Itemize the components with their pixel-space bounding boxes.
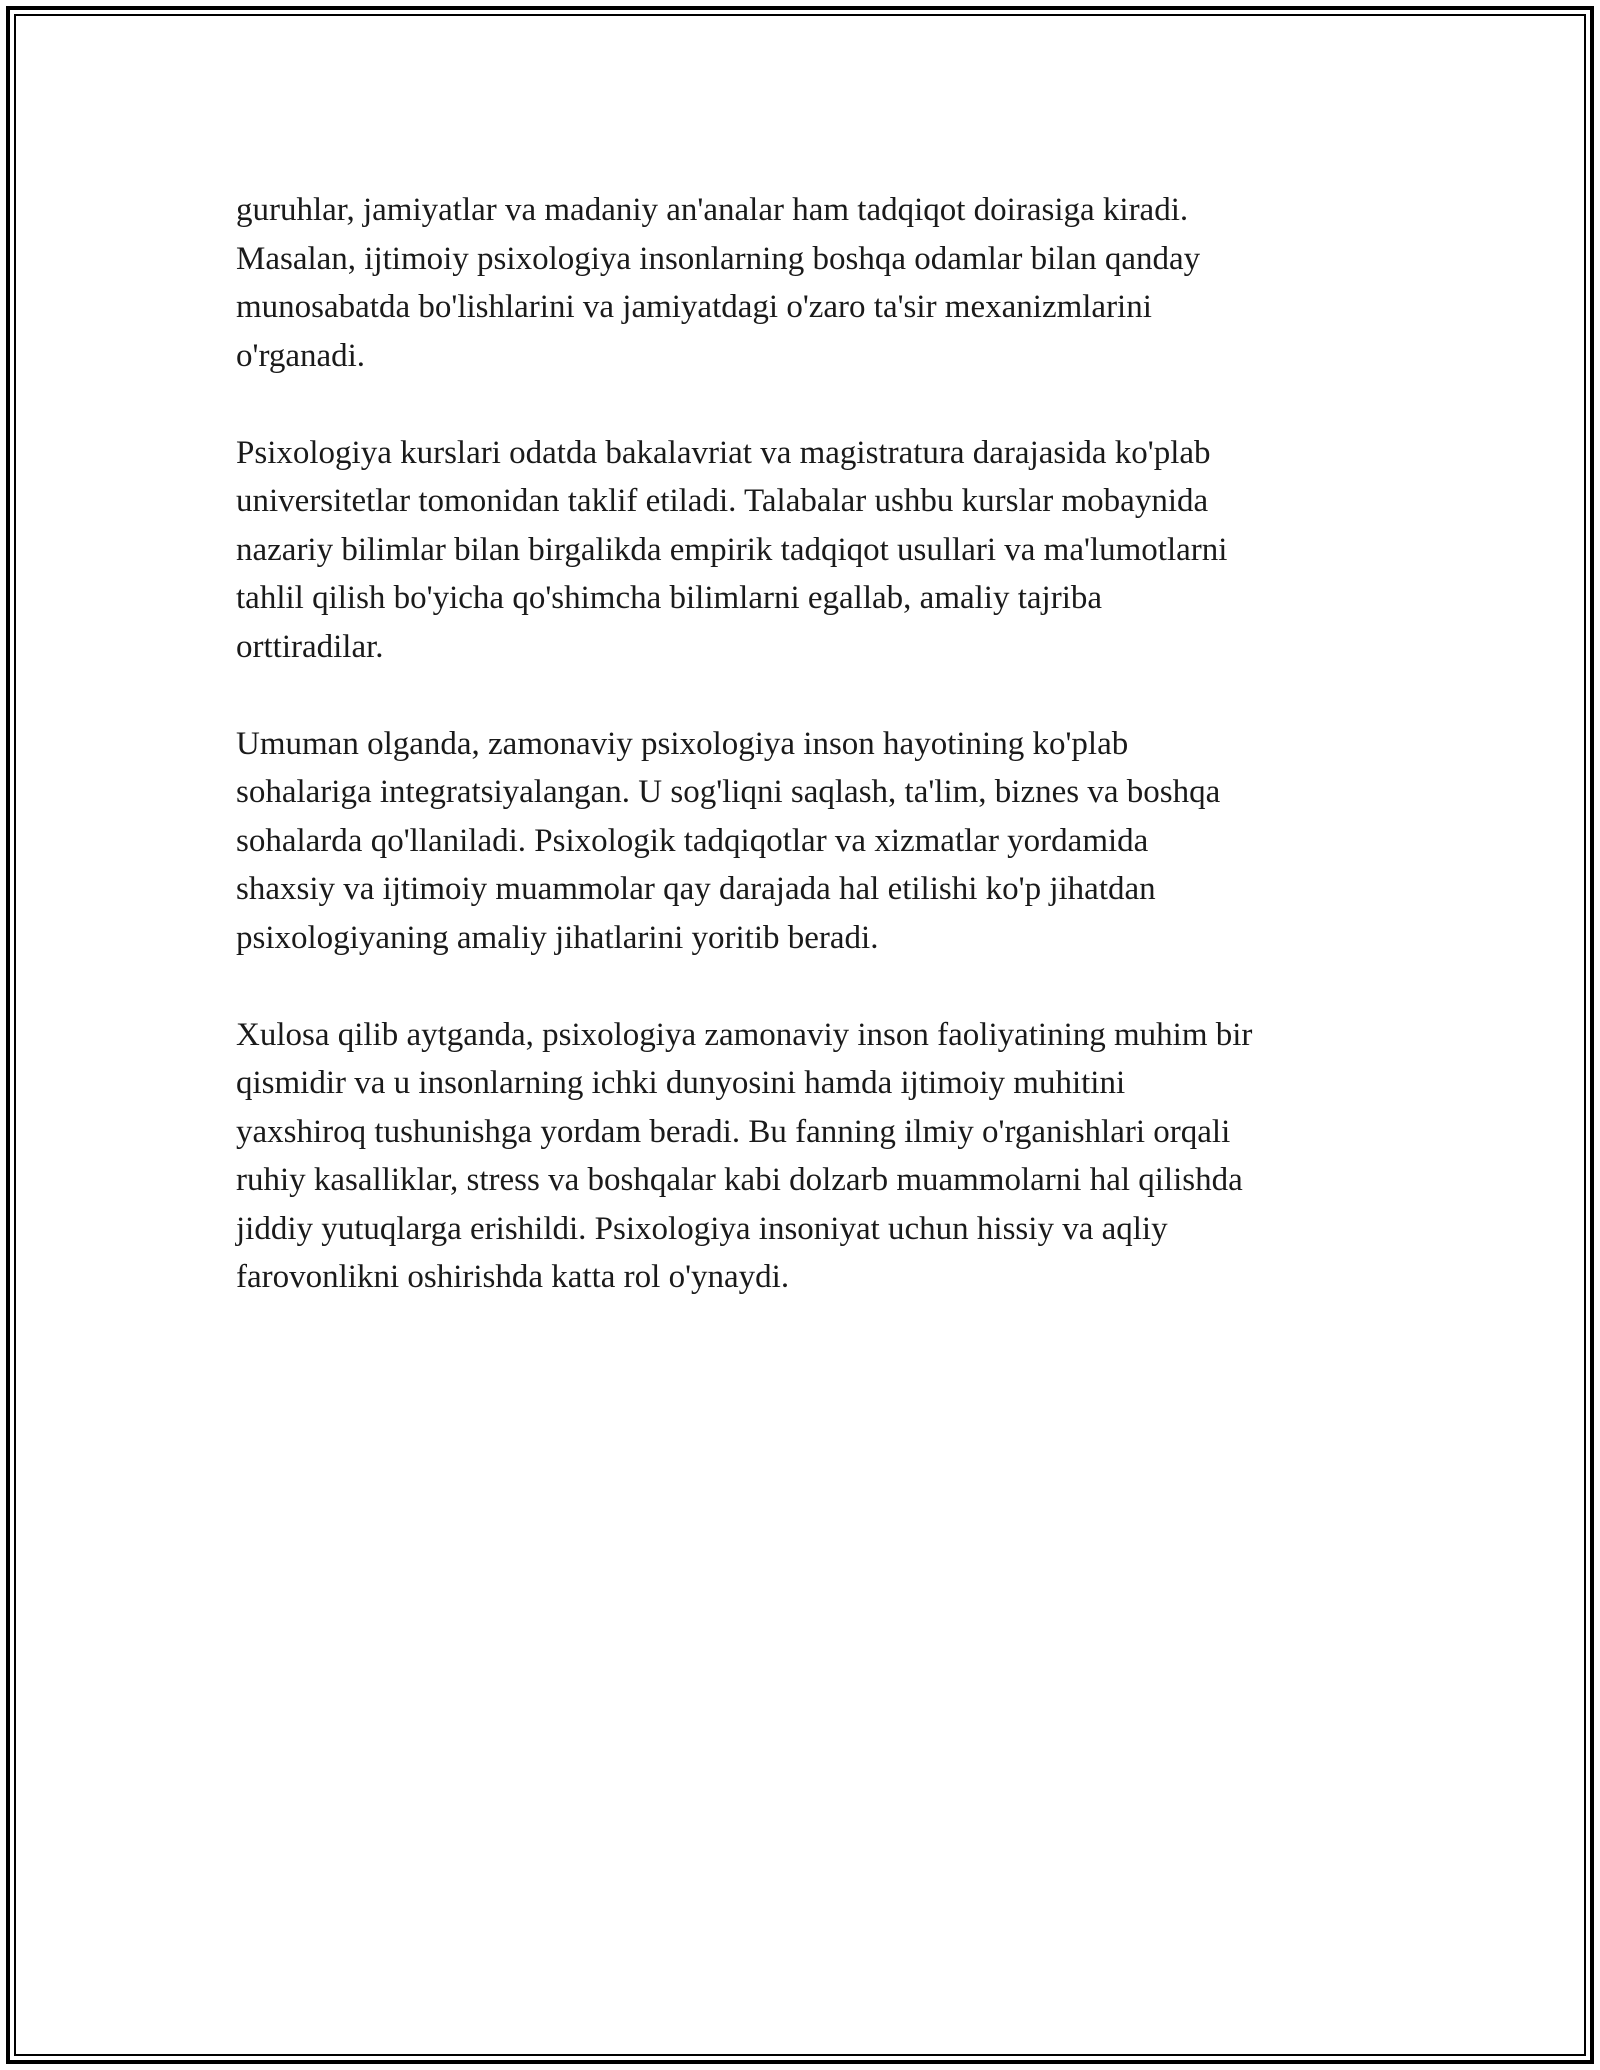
paragraph-1 (236, 186, 1376, 380)
paragraph-line: universitetlar tomonidan taklif etiladi. Talabalar ushbu kurslar mobaynida (236, 483, 1209, 519)
paragraph-line: sohalariga integratsiyalangan. U sog'liqni saqlash, ta'lim, biznes va boshqa (236, 774, 1221, 810)
paragraph-line: Umuman olganda, zamonaviy psixologiya inson hayotining ko'plab (236, 725, 1129, 762)
paragraph-line: o'rganadi. (236, 337, 366, 374)
paragraph-line: jiddiy yutuqlarga erishildi. Psixologiya insoniyat uchun hissiy va aqliy (236, 1210, 1168, 1247)
paragraph-line: sohalarda qo'llaniladi. Psixologik tadqiqotlar va xizmatlar yordamida (236, 822, 1149, 859)
paragraph-2 (236, 429, 1376, 672)
paragraph-line: yaxshiroq tushunishga yordam beradi. Bu fanning ilmiy o'rganishlari orqali (236, 1113, 1231, 1150)
paragraph-line: psixologiyaning amaliy jihatlarini yoritib beradi. (236, 919, 879, 956)
paragraph-4 (236, 1011, 1376, 1302)
paragraph-line: nazariy bilimlar bilan birgalikda empirik tadqiqot usullari va ma'lumotlarni (236, 531, 1228, 568)
paragraph-line: Xulosa qilib aytganda, psixologiya zamonaviy inson faoliyatining muhim bir (236, 1016, 1253, 1053)
paragraph-3 (236, 720, 1376, 963)
paragraph-line: tahlil qilish bo'yicha qo'shimcha bilimlarni egallab, amaliy tajriba (236, 580, 1103, 616)
paragraph-line: shaxsiy va ijtimoiy muammolar qay darajada hal etilishi ko'p jihatdan (236, 871, 1156, 907)
paragraph-line: guruhlar, jamiyatlar va madaniy an'analar ham tadqiqot doirasiga kiradi. (236, 192, 1189, 228)
paragraph-line: ruhiy kasalliklar, stress va boshqalar kabi dolzarb muammolarni hal qilishda (236, 1162, 1243, 1198)
paragraph-line: Psixologiya kurslari odatda bakalavriat va magistratura darajasida ko'plab (236, 434, 1211, 471)
document-body (236, 186, 1376, 1350)
paragraph-line: orttiradilar. (236, 628, 384, 665)
paragraph-line: munosabatda bo'lishlarini va jamiyatdagi o'zaro ta'sir mexanizmlarini (236, 289, 1152, 325)
paragraph-line: Masalan, ijtimoiy psixologiya insonlarning boshqa odamlar bilan qanday (236, 240, 1201, 277)
paragraph-line: farovonlikni oshirishda katta rol o'ynaydi. (236, 1259, 790, 1295)
paragraph-line: qismidir va u insonlarning ichki dunyosini hamda ijtimoiy muhitini (236, 1065, 1126, 1101)
